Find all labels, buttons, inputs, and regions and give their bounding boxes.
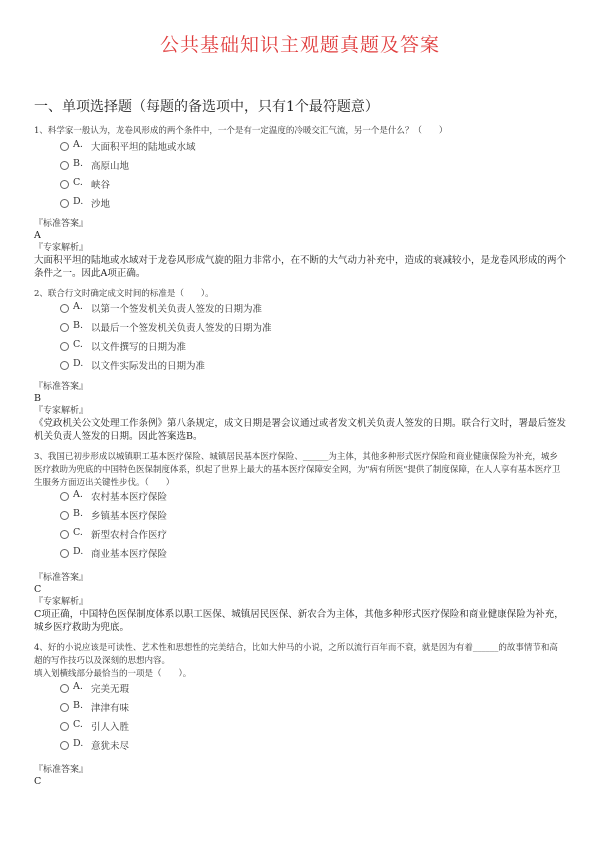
standard-answer-label: 『标准答案』: [34, 382, 89, 392]
answer-value: A: [34, 230, 41, 241]
option-a[interactable]: A. 完美无瑕: [60, 680, 566, 699]
answer-2: [34, 381, 566, 405]
standard-answer-label: 『标准答案』: [34, 765, 89, 775]
radio-icon[interactable]: [60, 722, 69, 731]
question-3: [34, 451, 566, 490]
question-4: [34, 642, 566, 681]
answer-3: [34, 572, 566, 596]
option-c[interactable]: C. 引人入胜: [60, 718, 566, 737]
question-text: 4、好的小说应该是可读性、艺术性和思想性的完美结合，比如大仲马的小说，之所以流行百年而不衰，就是因为有着______的故事情节和高超的写作技巧以及深刻的思想内容。: [34, 643, 558, 666]
analysis-3: [34, 596, 566, 634]
radio-icon[interactable]: [60, 549, 69, 558]
radio-icon[interactable]: [60, 342, 69, 351]
expert-analysis-label: 『专家解析』: [34, 243, 89, 253]
option-d[interactable]: D. 商业基本医疗保险: [60, 545, 566, 564]
question-text: 1、科学家一般认为，龙卷风形成的两个条件中，一个是有一定温度的冷暖交汇气流，另一个是什么？（ ）: [34, 126, 448, 136]
question-text: 2、联合行文时确定成文时间的标准是（ ）。: [34, 289, 214, 299]
radio-icon[interactable]: [60, 323, 69, 332]
answer-1: [34, 218, 566, 242]
option-d[interactable]: D. 沙地: [60, 195, 566, 214]
radio-icon[interactable]: [60, 361, 69, 370]
section-heading: 一、单项选择题（每题的备选项中，只有1个最符题意）: [34, 99, 379, 115]
analysis-text: 《党政机关公文处理工作条例》第八条规定，成文日期是署会议通过或者发文机关负责人签发的日期。联合行文时，署最后签发机关负责人签发的日期。因此答案选B。: [34, 418, 567, 442]
radio-icon[interactable]: [60, 199, 69, 208]
question-2-options: [34, 300, 566, 376]
analysis-2: [34, 405, 566, 443]
analysis-1: [34, 242, 566, 280]
answer-4: [34, 764, 566, 788]
option-b[interactable]: B. 高原山地: [60, 157, 566, 176]
option-d[interactable]: D. 以文件实际发出的日期为准: [60, 357, 566, 376]
page-title: 公共基础知识主观题真题及答案: [159, 34, 440, 56]
option-a[interactable]: A. 农村基本医疗保险: [60, 488, 566, 507]
radio-icon[interactable]: [60, 492, 69, 501]
option-c[interactable]: C. 新型农村合作医疗: [60, 526, 566, 545]
question-3-options: [34, 488, 566, 564]
standard-answer-label: 『标准答案』: [34, 573, 89, 583]
question-text: 3、我国已初步形成以城镇职工基本医疗保险、城镇居民基本医疗保险、______为主体，其他多种形式医疗保险和商业健康保险为补充，城乡医疗救助为兜底的中国特色医保制度体系，织起了世界上最大的基本医疗保障安全网，为"病有所医"提供了制度保障，在人人享有基本医疗卫生服务方面迈出关键性步伐。（ ）: [34, 452, 561, 488]
expert-analysis-label: 『专家解析』: [34, 597, 89, 607]
option-a[interactable]: A. 大面积平坦的陆地或水域: [60, 138, 566, 157]
option-b[interactable]: B. 以最后一个签发机关负责人签发的日期为准: [60, 319, 566, 338]
option-d[interactable]: D. 意犹未尽: [60, 737, 566, 756]
answer-value: C: [34, 776, 42, 787]
option-b[interactable]: B. 津津有味: [60, 699, 566, 718]
radio-icon[interactable]: [60, 530, 69, 539]
expert-analysis-label: 『专家解析』: [34, 406, 89, 416]
radio-icon[interactable]: [60, 703, 69, 712]
answer-value: B: [34, 393, 41, 404]
radio-icon[interactable]: [60, 142, 69, 151]
option-a[interactable]: A. 以第一个签发机关负责人签发的日期为准: [60, 300, 566, 319]
option-c[interactable]: C. 峡谷: [60, 176, 566, 195]
standard-answer-label: 『标准答案』: [34, 219, 89, 229]
question-1-options: [34, 138, 566, 214]
question-instruction: 填入划横线部分最恰当的一项是（ ）。: [34, 669, 192, 679]
option-c[interactable]: C. 以文件撰写的日期为准: [60, 338, 566, 357]
analysis-text: 大面积平坦的陆地或水域对于龙卷风形成气旋的阻力非常小，在不断的大气动力补充中，造成的衰减较小，是龙卷风形成的两个条件之一。因此A项正确。: [34, 255, 567, 279]
radio-icon[interactable]: [60, 180, 69, 189]
radio-icon[interactable]: [60, 741, 69, 750]
radio-icon[interactable]: [60, 161, 69, 170]
radio-icon[interactable]: [60, 304, 69, 313]
answer-value: C: [34, 584, 42, 595]
question-1: [34, 125, 566, 138]
option-b[interactable]: B. 乡镇基本医疗保险: [60, 507, 566, 526]
radio-icon[interactable]: [60, 684, 69, 693]
question-4-options: [34, 680, 566, 756]
radio-icon[interactable]: [60, 511, 69, 520]
analysis-text: C项正确，中国特色医保制度体系以职工医保、城镇居民医保、新农合为主体，其他多种形式医疗保险和商业健康保险为补充，城乡医疗救助为兜底。: [34, 609, 564, 633]
